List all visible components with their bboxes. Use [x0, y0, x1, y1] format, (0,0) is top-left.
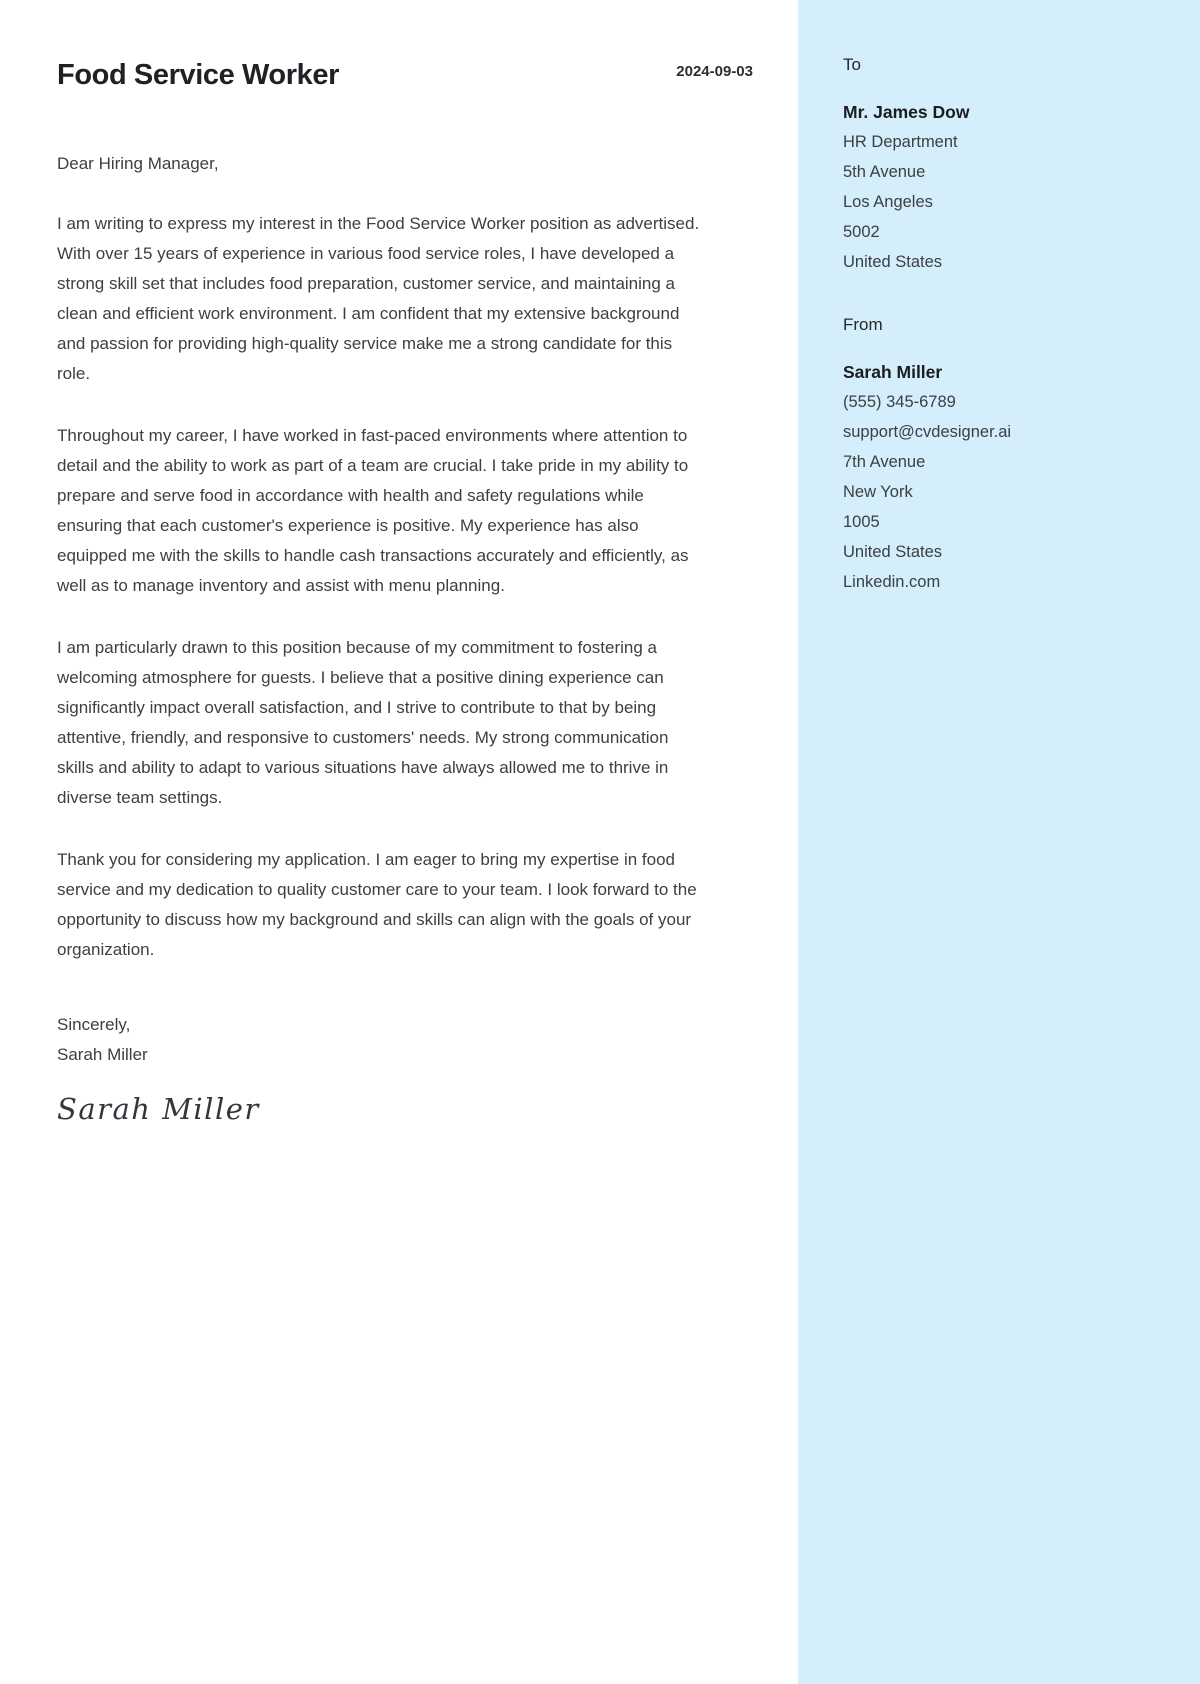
- recipient-line: HR Department: [843, 133, 958, 151]
- handwritten-signature: Sarah Miller: [57, 1092, 260, 1126]
- closing-word: Sincerely,: [57, 1015, 131, 1034]
- recipient-line: United States: [843, 253, 943, 271]
- to-heading: To: [843, 55, 861, 74]
- letter-header: [57, 58, 753, 92]
- sender-name: Sarah Miller: [843, 362, 943, 382]
- from-heading: From: [843, 315, 883, 334]
- recipient-line: 5th Avenue: [843, 163, 926, 181]
- recipient-line: Los Angeles: [843, 193, 933, 211]
- sender-line: United States: [843, 543, 943, 561]
- sender-line: (555) 345-6789: [843, 393, 956, 411]
- salutation: Dear Hiring Manager,: [57, 154, 219, 173]
- letter-date: 2024-09-03: [676, 63, 753, 80]
- recipient-lines: [843, 127, 1160, 277]
- signature-name: Sarah Miller: [57, 1045, 148, 1064]
- recipient-name: Mr. James Dow: [843, 102, 970, 122]
- recipient-section: [843, 54, 1160, 277]
- sender-line: Linkedin.com: [843, 573, 941, 591]
- sender-section: [843, 314, 1160, 597]
- letter-paragraph: Thank you for considering my application. I am eager to bring my expertise in food service and my dedication to quality customer care to your team. I look forward to the opportunity to discuss how my background and skills can align with the goals of your organization.: [57, 850, 697, 959]
- page-title: Food Service Worker: [57, 59, 339, 91]
- sender-line: support@cvdesigner.ai: [843, 423, 1012, 441]
- letter-paragraph: I am writing to express my interest in the Food Service Worker position as advertised. With over 15 years of experience in various food service roles, I have developed a strong skill set that includes food preparation, customer service, and maintaining a clean and efficient work environment. I am confident that my extensive background and passion for providing high-quality service make me a strong candidate for this role.: [57, 214, 700, 383]
- letter-paragraph: Throughout my career, I have worked in fast-paced environments where attention to detail and the ability to work as part of a team are crucial. I take pride in my ability to prepare and serve food in accordance with health and safety regulations while ensuring that each customer's experience is positive. My experience has also equipped me with the skills to handle cash transactions accurately and efficiently, as well as to manage inventory and assist with menu planning.: [57, 426, 689, 595]
- letter-paragraphs: [57, 209, 753, 965]
- recipient-line: 5002: [843, 223, 880, 241]
- sender-line: 1005: [843, 513, 880, 531]
- sender-line: 7th Avenue: [843, 453, 926, 471]
- sender-lines: [843, 387, 1160, 597]
- sender-line: New York: [843, 483, 913, 501]
- closing-block: [57, 1010, 753, 1070]
- contact-sidebar: [798, 0, 1200, 1684]
- letter-paragraph: I am particularly drawn to this position because of my commitment to fostering a welcoming atmosphere for guests. I believe that a positive dining experience can significantly impact overall satisfaction, and I strive to contribute to that by being attentive, friendly, and responsive to customers' needs. My strong communication skills and ability to adapt to various situations have always allowed me to thrive in diverse team settings.: [57, 638, 669, 807]
